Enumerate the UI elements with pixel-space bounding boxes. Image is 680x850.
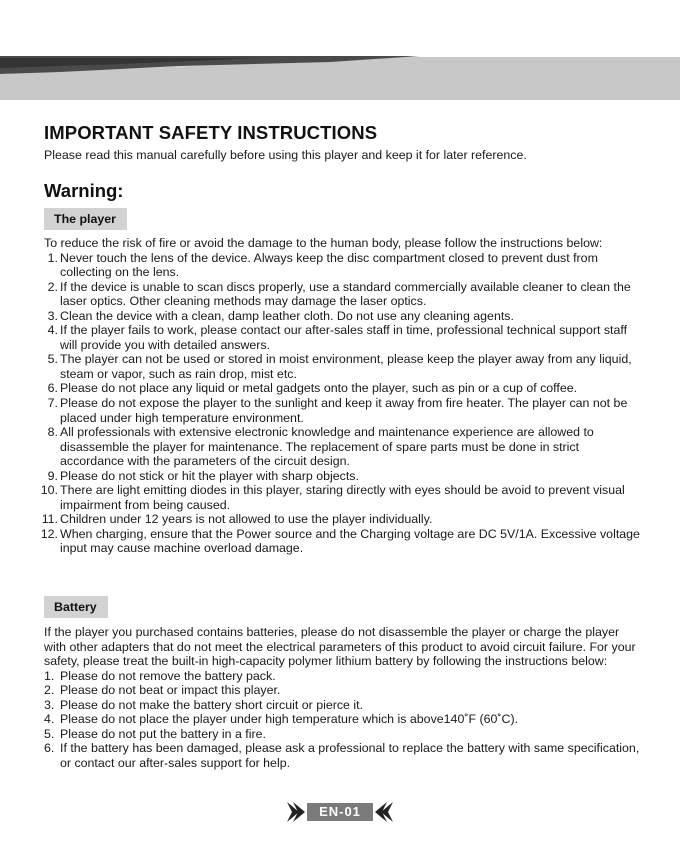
item-text: Please do not put the battery in a fire. — [60, 726, 266, 741]
item-text: Children under 12 years is not allowed to use the player individually. — [60, 512, 433, 527]
list-item — [44, 396, 644, 425]
list-item — [44, 381, 644, 396]
page-number: EN-01 — [319, 804, 361, 819]
item-text: When charging, ensure that the Power source and the Charging voltage are DC 5V/1A. Excessive voltage input may cause machine overload damage. — [60, 526, 640, 556]
battery-intro-text: If the player you purchased contains batteries, please do not disassemble the player or charge the player with other adapters that do not meet the electrical parameters of this product to avoid circuit failure. For your safety, please treat the built-in high-capacity polymer lithium battery by following the instructions below: — [44, 625, 636, 669]
item-number: 8. — [47, 425, 58, 440]
list-item — [44, 280, 644, 309]
item-number: 11. — [41, 512, 58, 527]
item-number: 1. — [47, 250, 58, 265]
list-item — [44, 669, 644, 684]
list-item — [44, 683, 644, 698]
item-text: Clean the device with a clean, damp leather cloth. Do not use any cleaning agents. — [60, 308, 514, 323]
item-number: 12. — [40, 526, 58, 541]
item-number: 4. — [47, 323, 58, 338]
item-text: If the player fails to work, please contact our after-sales staff in time, professional technical support staff will provide you with detailed answers. — [60, 323, 628, 352]
list-item — [41, 512, 644, 527]
item-number: 7. — [47, 396, 58, 411]
item-number: 6. — [44, 741, 55, 756]
item-number: 4. — [44, 712, 55, 727]
player-lead-text: To reduce the risk of fire or avoid the damage to the human body, please follow the instructions below: — [44, 236, 603, 250]
battery-instructions-list — [44, 669, 644, 771]
list-item — [44, 712, 644, 727]
item-number: 1. — [44, 668, 55, 683]
item-text: If the battery has been damaged, please ask a professional to replace the battery with same specification, or contact our after-sales support for help. — [60, 741, 640, 770]
item-number: 3. — [47, 308, 58, 323]
list-item — [44, 352, 644, 381]
item-text: Please do not expose the player to the sunlight and keep it away from fire heater. The player can not be placed under high temperature environment. — [60, 396, 628, 425]
manual-content — [40, 122, 644, 771]
item-number: 2. — [44, 683, 55, 698]
list-item — [44, 309, 644, 324]
item-text: Please do not stick or hit the player with sharp objects. — [60, 468, 359, 483]
item-number: 5. — [47, 352, 58, 367]
page-number-badge — [287, 800, 393, 824]
item-number: 6. — [47, 381, 58, 396]
item-text: Please do not place any liquid or metal gadgets onto the player, such as pin or a cup of coffee. — [60, 381, 578, 396]
list-item — [40, 483, 644, 512]
section-label-player: The player — [44, 208, 127, 230]
item-text: Please do not make the battery short circuit or pierce it. — [60, 697, 364, 712]
item-text: There are light emitting diodes in this player, staring directly with eyes should be avoid to prevent visual impairment from being caused. — [60, 483, 625, 512]
header-banner — [0, 0, 680, 100]
item-text: Never touch the lens of the device. Always keep the disc compartment closed to prevent dust from collecting on the lens. — [60, 250, 598, 280]
item-text: If the device is unable to scan discs properly, use a standard commercially available cleaner to clean the laser optics. Other cleaning methods may damage the laser optics. — [60, 279, 631, 309]
item-text: The player can not be used or stored in moist environment, please keep the player away from any liquid, steam or vapor, such as rain drop, mist etc. — [60, 352, 632, 381]
item-text: Please do not remove the battery pack. — [60, 668, 276, 683]
player-instructions-list — [40, 250, 644, 556]
item-text: All professionals with extensive electronic knowledge and maintenance experience are allowed to disassemble the player for maintenance. The replacement of spare parts must be done in strict accordance with the parameters of the circuit design. — [60, 425, 594, 469]
item-number: 2. — [47, 279, 58, 294]
warning-heading: Warning: — [44, 180, 124, 201]
list-item — [44, 469, 644, 484]
list-item — [44, 251, 644, 280]
item-text: Please do not place the player under high temperature which is above140˚F (60˚C). — [60, 712, 519, 727]
list-item — [44, 698, 644, 713]
intro-text: Please read this manual carefully before using this player and keep it for later reference. — [44, 148, 527, 162]
item-number: 5. — [44, 726, 55, 741]
list-item — [44, 323, 644, 352]
item-number: 10. — [40, 483, 58, 498]
item-number: 9. — [47, 468, 58, 483]
page-title: IMPORTANT SAFETY INSTRUCTIONS — [44, 122, 378, 143]
item-number: 3. — [44, 697, 55, 712]
list-item — [44, 727, 644, 742]
list-item — [40, 526, 644, 556]
section-label-battery: Battery — [44, 596, 108, 618]
item-text: Please do not beat or impact this player. — [60, 683, 281, 698]
list-item — [44, 741, 644, 770]
list-item — [44, 425, 644, 469]
